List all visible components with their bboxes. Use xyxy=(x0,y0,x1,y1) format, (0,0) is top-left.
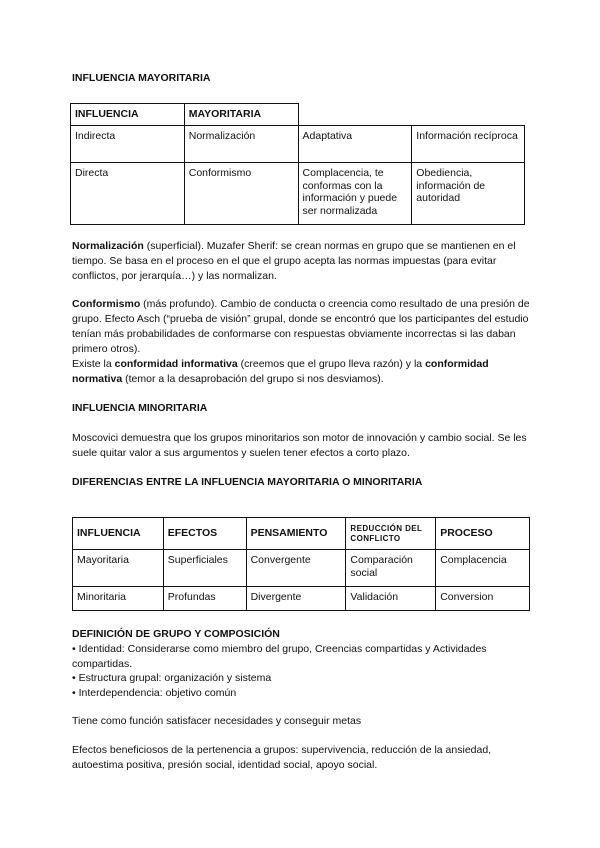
table-header: INFLUENCIA xyxy=(73,518,164,550)
table-header: MAYORITARIA xyxy=(184,104,298,126)
grupo-bullet-list xyxy=(72,642,532,700)
conformidad-informativa-term: conformidad informativa xyxy=(114,358,238,370)
table-cell: Conformismo xyxy=(184,163,298,225)
table-cell: Complacencia, te conformas con la información y puede ser normalizada xyxy=(298,163,412,225)
conformismo-paragraph xyxy=(72,297,532,387)
table-cell: Adaptativa xyxy=(298,126,412,163)
table-cell: Minoritaria xyxy=(73,587,164,611)
list-item: • Estructura grupal: organización y sistema xyxy=(72,672,272,685)
table-row xyxy=(73,550,530,587)
normalizacion-term: Normalización xyxy=(72,240,144,252)
table-cell: Profundas xyxy=(163,587,246,611)
table-row xyxy=(71,126,525,163)
table-cell: Indirecta xyxy=(71,126,185,163)
table-cell: Comparación social xyxy=(346,550,436,587)
table-cell: Convergente xyxy=(246,550,346,587)
table-cell: Obediencia, información de autoridad xyxy=(412,163,525,225)
table-cell: Superficiales xyxy=(163,550,246,587)
table-cell: Información recíproca xyxy=(412,126,525,163)
mayoritaria-table xyxy=(70,103,525,225)
conformidad-text-b: (creemos que el grupo lleva razón) y la xyxy=(237,358,426,370)
table-header: PROCESO xyxy=(436,518,530,550)
normalizacion-paragraph xyxy=(72,239,532,284)
conformismo-term: Conformismo xyxy=(72,298,141,310)
table-cell: Conversion xyxy=(436,587,530,611)
table-header: REDUCCIÓN DEL CONFLICTO xyxy=(346,518,436,550)
table-cell: Normalización xyxy=(184,126,298,163)
conformidad-normativa-term: conformidad normativa xyxy=(72,358,489,385)
table-cell: Validación xyxy=(346,587,436,611)
table-row xyxy=(71,163,525,225)
table-header: PENSAMIENTO xyxy=(246,518,346,550)
table-row xyxy=(73,587,530,611)
table-header: EFECTOS xyxy=(163,518,246,550)
section-title-mayoritaria: INFLUENCIA MAYORITARIA xyxy=(72,72,211,84)
funcion-paragraph: Tiene como función satisfacer necesidades y conseguir metas xyxy=(72,715,362,727)
table-cell: Complacencia xyxy=(436,550,530,587)
conformidad-text-c: (temor a la desaprobación del grupo si nos desviamos). xyxy=(122,373,384,385)
list-item: • Interdependencia: objetivo común xyxy=(72,686,237,699)
efectos-paragraph: Efectos beneficiosos de la pertenencia a grupos: supervivencia, reducción de la ansiedad, autoestima positiva, presión social, identidad social, apoyo social. xyxy=(72,744,492,771)
table-cell: Directa xyxy=(71,163,185,225)
list-item: • Identidad: Considerarse como miembro del grupo, Creencias compartidas y Actividades compartidas. xyxy=(72,643,487,670)
table-cell: Divergente xyxy=(246,587,346,611)
section-title-diferencias: DIFERENCIAS ENTRE LA INFLUENCIA MAYORITARIA O MINORITARIA xyxy=(72,476,423,488)
conformismo-text: (más profundo). Cambio de conducta o creencia como resultado de una presión de grupo. Efecto Asch (“prueba de visión” grupal, donde se encontró que los participantes del estudio tenían más probabilidades de conformarse con respuestas obviamente incorrectas si las daban primero otros). xyxy=(72,298,530,355)
table-cell: Mayoritaria xyxy=(73,550,164,587)
diferencias-table xyxy=(72,517,530,611)
section-title-grupo: DEFINICIÓN DE GRUPO Y COMPOSICIÓN xyxy=(72,628,280,640)
conformidad-text-a: Existe la xyxy=(72,358,115,370)
normalizacion-text: (superficial). Muzafer Sherif: se crean normas en grupo que se mantienen en el tiempo. Se basa en el proceso en el que el grupo acepta las normas impuestas (para evitar conflictos, por jerarquía…) y las normalizan. xyxy=(72,240,516,282)
minoritaria-paragraph: Moscovici demuestra que los grupos minoritarios son motor de innovación y cambio social. Se les suele quitar valor a sus argumentos y suelen tener efectos a corto plazo. xyxy=(72,432,527,459)
section-title-minoritaria: INFLUENCIA MINORITARIA xyxy=(72,402,208,414)
table-header: INFLUENCIA xyxy=(71,104,185,126)
